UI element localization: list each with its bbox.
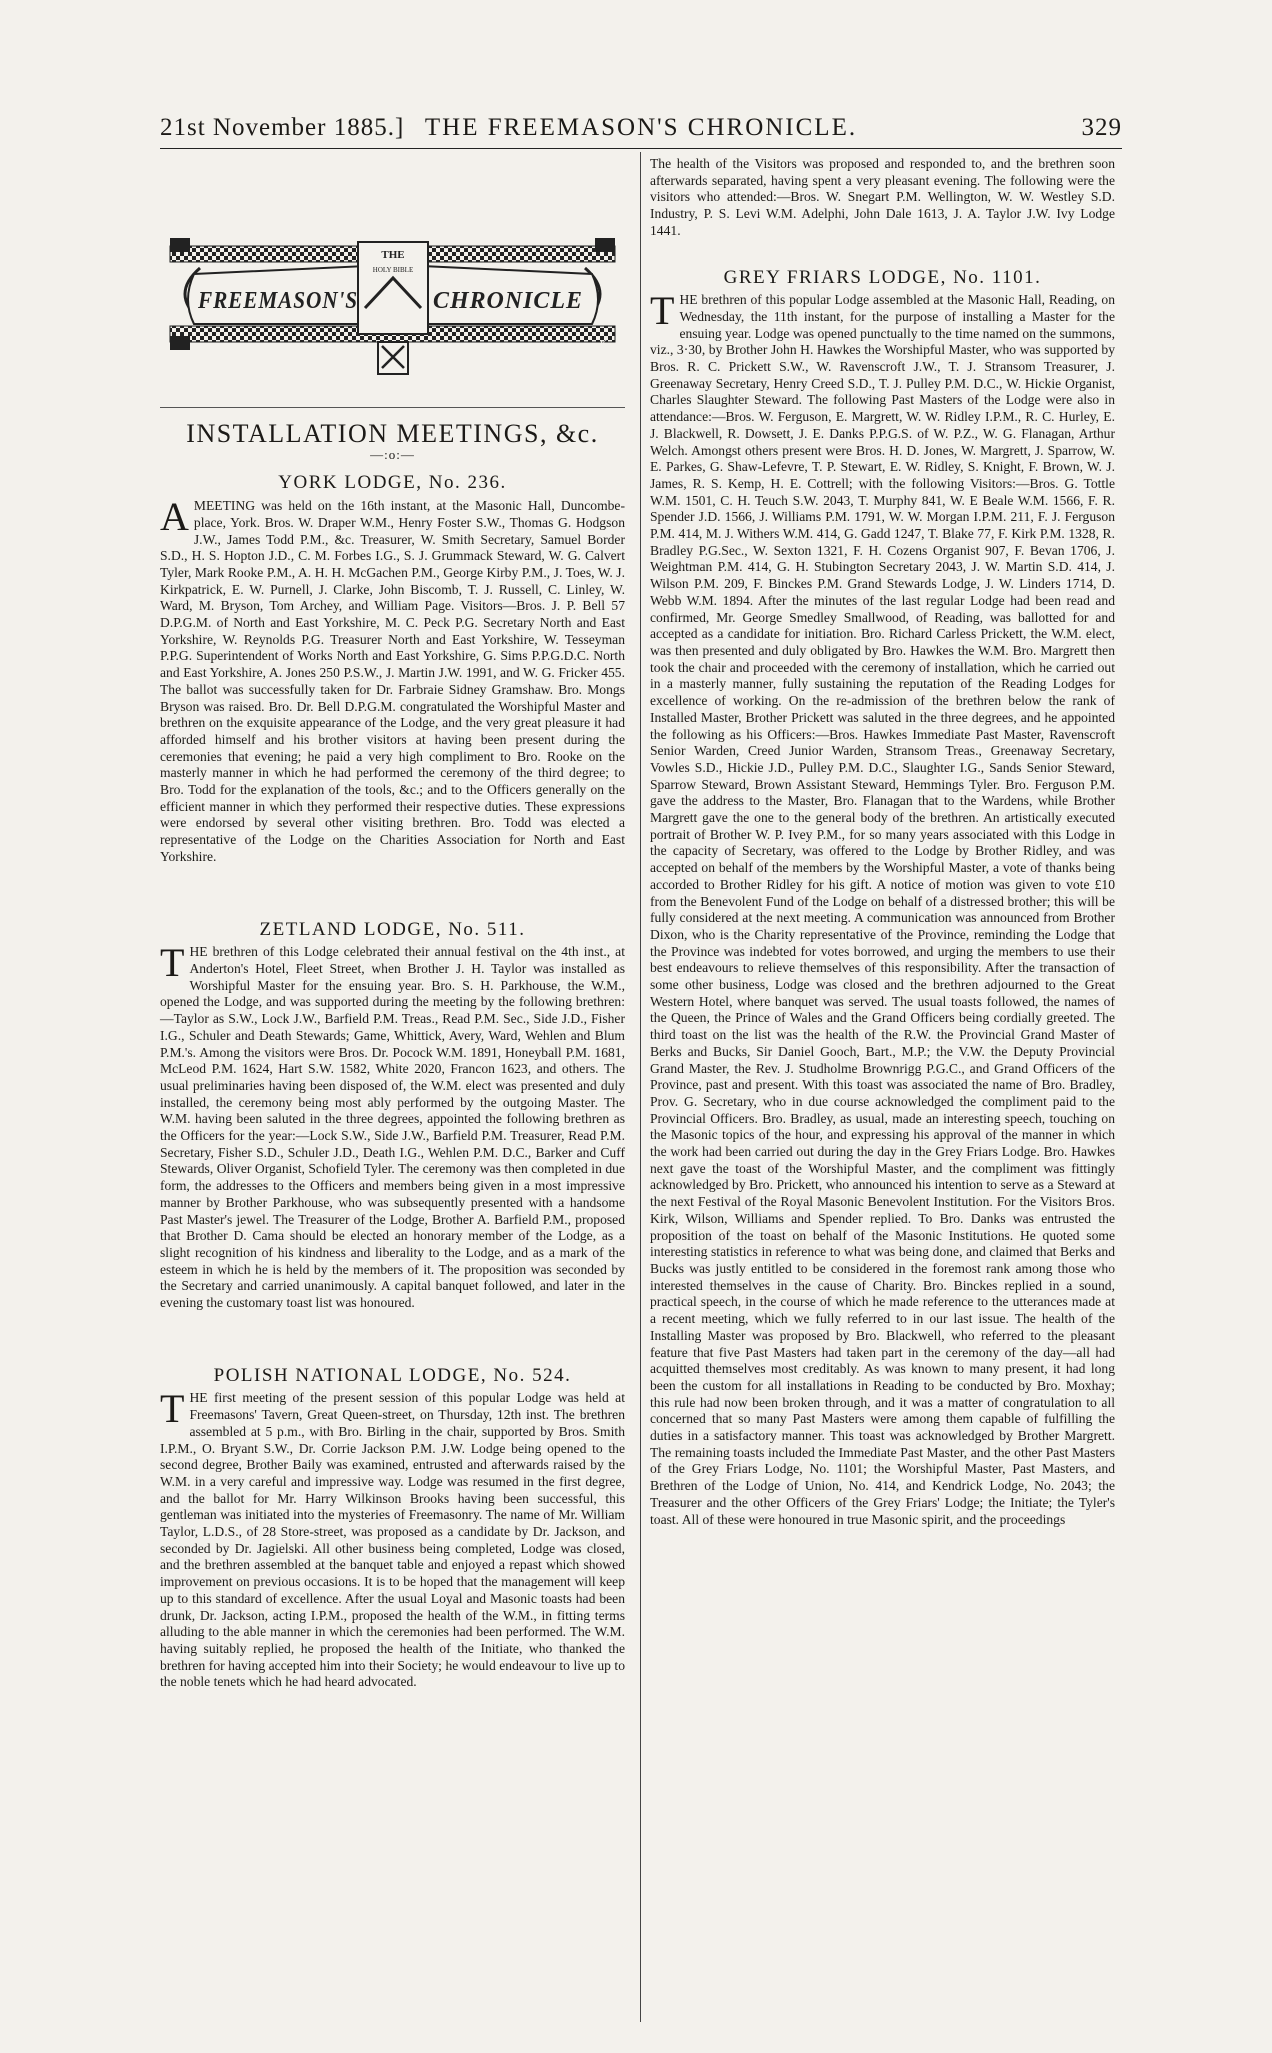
svg-text:FREEMASON'S: FREEMASON'S xyxy=(197,288,358,314)
left-column xyxy=(160,158,625,1701)
dropcap: T xyxy=(160,940,185,986)
masthead-corner-letter: K xyxy=(600,339,608,350)
masthead-emblem-icon xyxy=(160,208,625,393)
running-head xyxy=(160,108,1122,148)
masthead-holy-bible: HOLY BIBLE xyxy=(372,266,414,274)
column-divider xyxy=(640,152,641,2022)
article-heading-grey-friars: GREY FRIARS LODGE, No. 1101. xyxy=(723,266,1042,288)
article-body: HE first meeting of the present session of this popular Lodge was held at Freemasons' Tavern, Great Queen-street, on Thursday, 12th inst. The brethren assembled at 5 p.m., with Bro. Birling in the chair, supported by Bros. Smith I.P.M., O. Bryant S.W., Dr. Corrie Jackson P.M. J.W. Lodge being opened to the second degree, Brother Baily was examined, entrusted and afterwards raised by the W.M. in a very careful and impressive way. Lodge was resumed in the first degree, and the ballot for Mr. Harry Wilkinson Brooks having been successful, this gentleman was initiated into the mysteries of Freemasonry. The name of Mr. William Taylor, L.D.S., of 28 Store-street, was proposed as a candidate by Dr. Jackson, and seconded by Dr. Jagielski. All other business being completed, Lodge was closed, and the brethren assembled at the banquet table and enjoyed a repast which showed improvement on previous occasions. It is to be hoped that the management will keep up to this standard of excellence. After the usual Loyal and Masonic toasts had been drunk, Dr. Jackson, acting I.P.M., proposed the health of the W.M., in fitting terms alluding to the able manner in which the ceremonies had been performed. The W.M. having suitably replied, he proposed the health of the Initiate, who thanked the brethren for having accepted him into their Society; he would endeavour to live up to the noble tenets which he had heard advocated. xyxy=(160,1390,625,1690)
svg-text:CHRONICLE: CHRONICLE xyxy=(433,288,583,314)
section-ornament: —:o:— xyxy=(370,446,415,462)
masthead-the: THE xyxy=(381,249,405,261)
issue-date: 21st November 1885.] xyxy=(160,114,405,141)
article-polish xyxy=(160,1386,625,1691)
article-body: HE brethren of this popular Lodge assembled at the Masonic Hall, Reading, on Wednesday, the 11th instant, for the purpose of installing a Master for the ensuing year. Lodge was opened punctually to the time named on the summons, viz., 3·30, by Brother John H. Hawkes the Worshipful Master, who was supported by Bros. R. C. Prickett S.W., W. Ravenscroft J.W., T. J. Stransom Treasurer, J. Greenaway Secretary, Henry Creed S.D., T. J. Pulley P.M. D.C., W. Hickie Organist, Charles Slaughter Steward. The following Past Masters of the Lodge were also in attendance:—Bros. W. Ferguson, E. Margrett, W. W. Ridley I.P.M., R. C. Hurley, E. J. Blackwell, R. Dowsett, J. E. Danks P.P.G.S. of W. P.Z., W. G. Flanagan, Arthur Welch. Amongst others present were Bros. H. D. Jones, W. Margrett, J. Sparrow, W. E. Parkes, G. Shaw-Lefevre, T. P. Stewart, E. W. Ridley, S. Knight, F. Brown, W. J. James, R. S. Kemp, H. E. Cottrell; with the following Visitors:—Bros. G. Tottle W.M. 1501, C. H. Teuch S.W. 2043, T. Murphy 841, W. E Beale W.M. 1566, F. R. Spender J.D. 1566, J. Williams P.M. 1791, W. W. Morgan I.P.M. 211, F. J. Ferguson P.M. 414, M. J. Withers W.M. 414, G. Gadd 1247, T. Blake 77, F. Kirk P.M. 1328, R. Bradley P.G.Sec., W. Sexton 1321, F. H. Cozens Organist 907, F. Bevan 1706, J. Weightman P.M. 414, G. H. Stubington Secretary 2043, J. W. Martin S.D. 414, J. Wilson P.M. 209, F. Binckes P.M. Grand Stewards Lodge, J. W. Linders 1714, D. Webb W.M. 1894. After the minutes of the last regular Lodge had been read and confirmed, Mr. George Smedley Smallwood, of Reading, was ballotted for and accepted as a candidate for initiation. Bro. Richard Carless Prickett, the W.M. elect, was then presented and duly obligated by Bro. Hawkes the W.M. Bro. Margrett then took the chair and proceeded with the ceremony of installation, which he carried out in a masterly manner, fully sustaining the reputation of the Reading Lodges for excellence of working. On the re-admission of the brethren below the rank of Installed Master, Brother Prickett was saluted in the three degrees, and he appointed the following as his Officers:—Bros. Hawkes Immediate Past Master, Ravenscroft Senior Warden, Creed Junior Warden, Stransom Treas., Greenaway Secretary, Vowles S.D., Hickie J.D., Pulley P.M. D.C., Slaughter I.G., Sands Senior Steward, Sparrow Steward, Brown Assistant Steward, Hemmings Tyler. Bro. Ferguson P.M. gave the address to the Master, Bro. Flanagan that to the Wardens, while Brother Margrett gave the one to the general body of the brethren. An artistically executed portrait of Brother W. P. Ivey P.M., for so many years associated with this Lodge in the capacity of Secretary, was offered to the Lodge by Brother Ridley, and was accepted on behalf of the members by the Worshipful Master, a vote of thanks being accorded to Brother Ridley for his gift. A notice of motion was given to vote £10 from the Benevolent Fund of the Lodge on behalf of a distressed brother; this will be fully considered at the next meeting. A communication was announced from Brother Dixon, who is the Charity representative of the Province, reminding the Lodge that the Province was indebted for votes borrowed, and urging the members to use their best endeavours to relieve themselves of this responsibility. After the transaction of some other business, Lodge was closed and the brethren adjourned to the Great Western Hotel, where banquet was served. The usual toasts followed, the names of the Queen, the Prince of Wales and the Grand Officers being cordially greeted. The third toast on the list was the health of the R.W. the Provincial Grand Master of Berks and Bucks, Sir Daniel Gooch, Bart., M.P.; the V.W. the Deputy Provincial Grand Master, the Rev. J. Studholme Brownrigg P.G.C., and Grand Officers of the Province, past and present. With this toast was associated the name of Bro. Bradley, Prov. G. Secretary, who in due course acknowledged the compliment paid to the Provincial Officers. Bro. Bradley, as usual, made an interesting speech, touching on the Masonic topics of the hour, and expressing his approval of the manner in which the work had been carried out during the day in the Grey Friars Lodge. Bro. Hawkes next gave the toast of the Worshipful Master, and the compliment was fittingly acknowledged by Bro. Prickett, who announced his intention to serve as a Steward at the next Festival of the Royal Masonic Benevolent Institution. For the Visitors Bros. Kirk, Wilson, Williams and Spender replied. To Bro. Danks was entrusted the proposition of the toast on behalf of the Masonic Institutions. He quoted some interesting statistics in reference to what was being done, and claimed that Berks and Bucks was justly entitled to be considered in the foremost rank among those who interested themselves in the cause of Charity. Bro. Binckes replied in a sound, practical speech, in the course of which he made reference to the utterances made at a recent meeting, which we fully referred to in our last issue. The health of the Installing Master was proposed by Bro. Blackwell, who referred to the pleasant feature that five Past Masters had taken part in the ceremony of the day—all had acquitted themselves most creditably. As was known to many present, it had long been the custom for all installations in Reading to be conducted by Bro. Moxhay; this rule had now been broken through, and it was a matter of congratulation to all concerned that so many Past Masters were among them capable of fulfilling the duties in a satisfactory manner. This toast was acknowledged by Brother Margrett. The remaining toasts included the Immediate Past Master, and the other Past Masters of the Grey Friars Lodge, No. 1101; the Worshipful Master, Past Masters, and Brethren of the Lodge of Union, No. 414, and Kendrick Lodge, No. 2043; the Treasurer and the other Officers of the Grey Friars' Lodge; the Initiate; the Tyler's toast. All of these were honoured in true Masonic spirit, and the proceedings xyxy=(650,292,1115,1527)
article-body: MEETING was held on the 16th instant, at the Masonic Hall, Duncombe-place, York. Bros. W. Draper W.M., Henry Foster S.W., Thomas G. Hodgson J.W., James Todd P.M., &c. Treasurer, W. Smith Secretary, Samuel Border S.D., H. S. Hopton J.D., C. M. Forbes I.G., S. J. Grummack Steward, W. G. Calvert Tyler, Mark Rooke P.M., A. H. H. McGachen P.M., George Kirby P.M., J. Toes, W. J. Kirkpatrick, E. W. Purnell, J. Clarke, John Biscomb, T. J. Russell, C. Linley, W. Ward, M. Bryson, Tom Archey, and William Page. Visitors—Bros. J. P. Bell 57 D.P.G.M. of North and East Yorkshire, M. C. Peck P.G. Secretary North and East Yorkshire, W. Reynolds P.G. Treasurer North and East Yorkshire, W. Tesseyman P.P.G. Superintendent of Works North and East Yorkshire, G. Sims P.P.G.D.C. North and East Yorkshire, A. Jones 250 P.S.W., J. Martin J.W. 1991, and W. G. Fricker 455. The ballot was successfully taken for Dr. Farbraie Sidney Gramshaw. Bro. Mongs Bryson was raised. Bro. Dr. Bell D.P.G.M. congratulated the Worshipful Master and brethren on the exquisite appearance of the Lodge, and the very great pleasure it had afforded himself and his brother visitors at having been present during the ceremonies that evening; he paid a very high compliment to Bro. Rooke on the masterly manner in which he had performed the ceremony of the third degree; to Bro. Todd for the explanation of the tools, &c.; and to the Officers generally on the efficient manner in which they performed their respective duties. These expressions were endorsed by several other visiting brethren. Bro. Todd was elected a representative of the Lodge on the Charities Association for North and East Yorkshire. xyxy=(160,498,625,864)
section-heading: INSTALLATION MEETINGS, &c. xyxy=(186,419,599,448)
masthead-rule xyxy=(160,407,625,408)
article-body: HE brethren of this Lodge celebrated their annual festival on the 4th inst., at Anderton's Hotel, Fleet Street, when Brother J. H. Taylor was installed as Worshipful Master for the ensuing year. Bro. S. H. Parkhouse, the W.M., opened the Lodge, and was supported during the meeting by the following brethren:—Taylor as S.W., Lock J.W., Barfield P.M. Treas., Read P.M. Sec., Side J.D., Fisher I.G., Schuler and Death Stewards; Game, Whittick, Avery, Ward, Wehlen and Blum P.M.'s. Among the visitors were Bros. Dr. Pocock W.M. 1891, Honeyball P.M. 1681, McLeod P.M. 1624, Hart S.W. 1582, White 2020, Francon 1623, and others. The usual preliminaries having been disposed of, the W.M. elect was presented and duly installed, the ceremony being most ably performed by the outgoing Master. The W.M. having been saluted in the three degrees, appointed the following brethren as the Officers for the year:—Lock S.W., Side J.W., Barfield P.M. Treasurer, Read P.M. Secretary, Fisher S.D., Schuler J.D., Death I.G., Wehlen P.M. D.C., Barker and Cuff Stewards, Oliver Organist, Schofield Tyler. The ceremony was then completed in due form, the addresses to the Officers and members being given in a most impressive manner by Brother Parkhouse, who was subsequently presented with a handsome Past Master's jewel. The Treasurer of the Lodge, Brother A. Barfield P.M., proposed that Brother D. Cama should be elected an honorary member of the Lodge, as a slight recognition of his kindness and liberality to the Lodge, and as a mark of the esteem in which he is held by the members of it. The proposition was seconded by the Secretary and carried unanimously. A capital banquet followed, and later in the evening the customary toast list was honoured. xyxy=(160,944,625,1311)
article-york xyxy=(160,494,625,865)
article-heading-york: YORK LODGE, No. 236. xyxy=(278,472,507,494)
dropcap: A xyxy=(160,494,189,540)
article-heading-polish: POLISH NATIONAL LODGE, No. 524. xyxy=(213,1364,572,1386)
article-heading-zetland: ZETLAND LODGE, No. 511. xyxy=(259,918,526,940)
page-number: 329 xyxy=(1081,114,1122,141)
article-zetland xyxy=(160,940,625,1311)
publication-title: THE FREEMASON'S CHRONICLE. xyxy=(424,114,858,141)
article-continuation: The health of the Visitors was proposed and responded to, and the brethren soon afterwards separated, having spent a very pleasant evening. The following were the visitors who attended:—Bros. W. Snegart P.M. Wellington, W. W. Westley S.D. Industry, P. S. Levi W.M. Adelphi, John Dale 1613, J. A. Taylor J.W. Ivy Lodge 1441. xyxy=(650,156,1115,238)
masthead-logo xyxy=(160,208,625,393)
right-column xyxy=(650,156,1115,1538)
header-rule xyxy=(160,148,1122,149)
dropcap: T xyxy=(160,1386,185,1432)
article-grey-friars xyxy=(650,288,1115,1528)
dropcap: T xyxy=(650,288,675,334)
